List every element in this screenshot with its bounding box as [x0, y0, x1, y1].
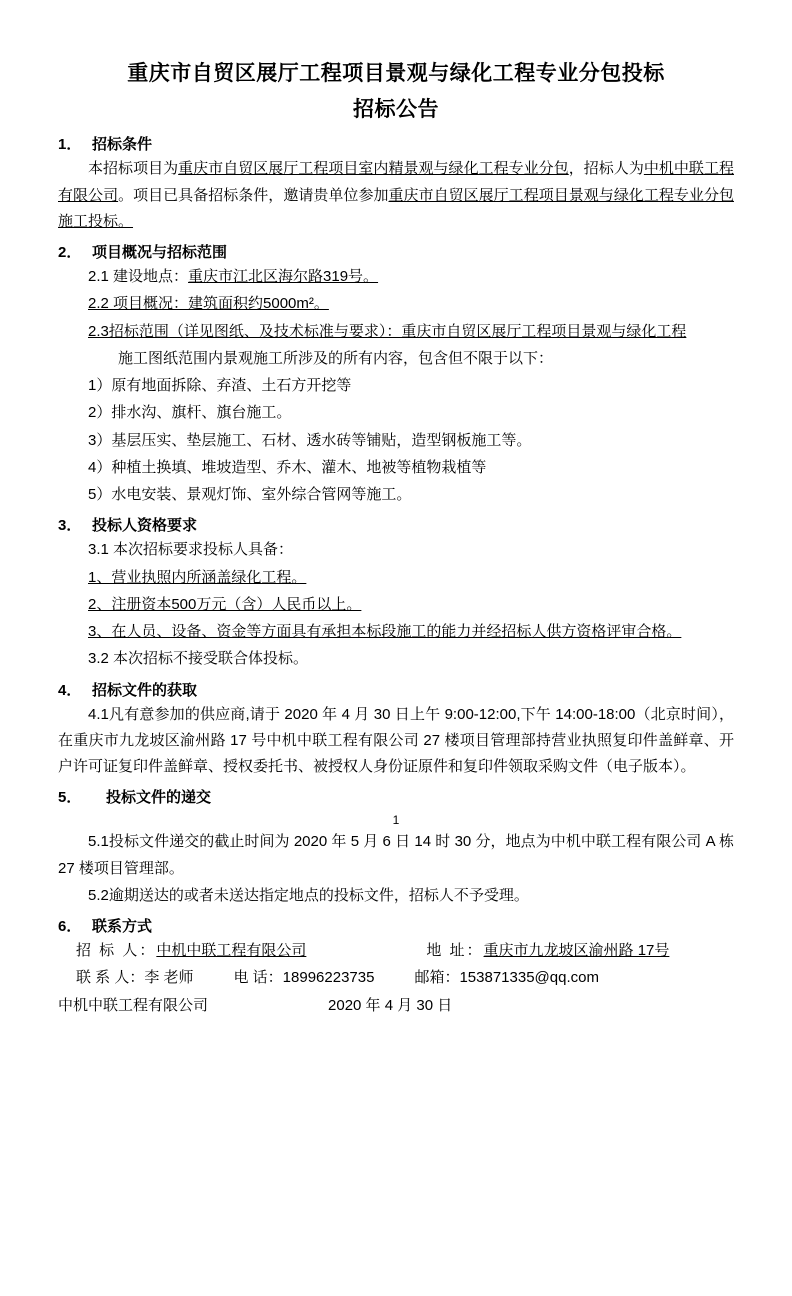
contact-person-row [58, 965, 734, 991]
section-1-paragraph [58, 156, 734, 235]
qualification-item: 1、营业执照内所涵盖绿化工程。 [88, 568, 307, 586]
clause-2-scope-intro: 施工图纸范围内景观施工所涉及的所有内容，包含但不限于以下： [118, 349, 554, 367]
clause-2-1-value: 重庆市江北区海尔路319号。 [188, 268, 379, 286]
clause-3-1: 3.1 本次招标要求投标人具备： [88, 541, 294, 559]
section-title-5: 投标文件的递交 [106, 789, 212, 807]
section-number-1: 1． [58, 136, 82, 154]
scope-item: 1）原有地面拆除、弃渣、土石方开挖等 [88, 377, 352, 395]
s1-text-a: 本招标项目为 [88, 160, 179, 178]
contact-phone: 电 话：18996223735 [233, 969, 375, 987]
section-heading-6 [58, 915, 734, 936]
section-title-2: 项目概况与招标范围 [92, 244, 228, 262]
page-title [58, 56, 734, 127]
address-value: 重庆市九龙坡区渝州路 17号 [483, 942, 670, 960]
section-number-2: 2． [58, 244, 82, 262]
page-number: 1 [392, 813, 400, 828]
issue-date: 2020 年 4 月 30 日 [328, 996, 453, 1014]
contact-person: 联 系 人：李 老师 [76, 969, 194, 987]
section-heading-3 [58, 514, 734, 535]
section-heading-1 [58, 133, 734, 154]
section-number-3: 3． [58, 517, 82, 535]
clause-5-1: 5.1投标文件递交的截止时间为 2020 年 5 月 6 日 14 时 30 分，地点为中机中联工程有限公司 A 栋 27 楼项目管理部。 [58, 833, 734, 877]
clause-2-3: 2.3招标范围（详见图纸、及技术标准与要求）：重庆市自贸区展厅工程项目景观与绿化工程 [88, 322, 687, 340]
s1-underline-3: 重庆市自贸区展厅工程项目景观与绿化工程专业分包施工投标。 [58, 186, 734, 230]
qualification-item: 2、注册资本500万元（含）人民币以上。 [88, 595, 362, 613]
clause-2-2: 2.2 项目概况：建筑面积约5000m²。 [88, 295, 329, 313]
clause-2-1-label: 2.1 建设地点： [88, 268, 189, 286]
section-heading-4 [58, 679, 734, 700]
bidder-label: 招 标 人： [76, 942, 157, 960]
clause-5-2: 5.2逾期送达的或者未送达指定地点的投标文件，招标人不予受理。 [88, 886, 529, 904]
section-number-6: 6． [58, 918, 82, 936]
section-heading-2 [58, 241, 734, 262]
contact-bidder-row [58, 938, 734, 964]
scope-item: 3）基层压实、垫层施工、石材、透水砖等铺贴，造型钢板施工等。 [88, 431, 532, 449]
clause-4-1: 4.1凡有意参加的供应商,请于 2020 年 4 月 30 日上午 9:00-12:00,下午 14:00-18:00（北京时间），在重庆市九龙坡区渝州路 17 号中机中联工程有限公司 27 楼项目管理部持营业执照复印件盖鲜章、开户许可证复印件盖鲜章、授权委托书、被授权人身份证原件和复印件领取采购文件（电子版本）。 [58, 705, 734, 776]
s1-underline-1: 重庆市自贸区展厅工程项目室内精景观与绿化工程专业分包 [178, 160, 569, 178]
scope-item: 4）种植土换填、堆坡造型、乔木、灌木、地被等植物栽植等 [88, 458, 487, 476]
section-heading-5 [58, 786, 734, 807]
contact-email: 邮箱：153871335@qq.com [414, 969, 599, 987]
title-line-1: 重庆市自贸区展厅工程项目景观与绿化工程专业分包投标 [127, 62, 665, 85]
address-label: 地 址： [426, 942, 484, 960]
bidder-value: 中机中联工程有限公司 [156, 942, 307, 960]
section-title-3: 投标人资格要求 [92, 517, 198, 535]
signature-row [58, 993, 734, 1019]
title-line-2: 招标公告 [353, 97, 439, 121]
company-name: 中机中联工程有限公司 [58, 996, 209, 1014]
section-number-4: 4． [58, 681, 82, 699]
s1-text-c: 。项目已具备招标条件，邀请贵单位参加 [118, 186, 389, 204]
clause-2-1 [88, 264, 734, 290]
section-title-6: 联系方式 [92, 918, 153, 936]
clause-3-2: 3.2 本次招标不接受联合体投标。 [88, 650, 309, 668]
section-number-5: 5． [58, 789, 82, 807]
section-title-4: 招标文件的获取 [92, 681, 198, 699]
s1-text-b: ，招标人为 [568, 160, 644, 178]
qualification-item: 3、在人员、设备、资金等方面具有承担本标段施工的能力并经招标人供方资格评审合格。 [88, 623, 682, 641]
s1-underline-2: 中机中联工程有限公司 [58, 160, 734, 204]
section-title-1: 招标条件 [92, 136, 153, 154]
scope-item: 5）水电安装、景观灯饰、室外综合管网等施工。 [88, 486, 412, 504]
scope-item: 2）排水沟、旗杆、旗台施工。 [88, 404, 292, 422]
